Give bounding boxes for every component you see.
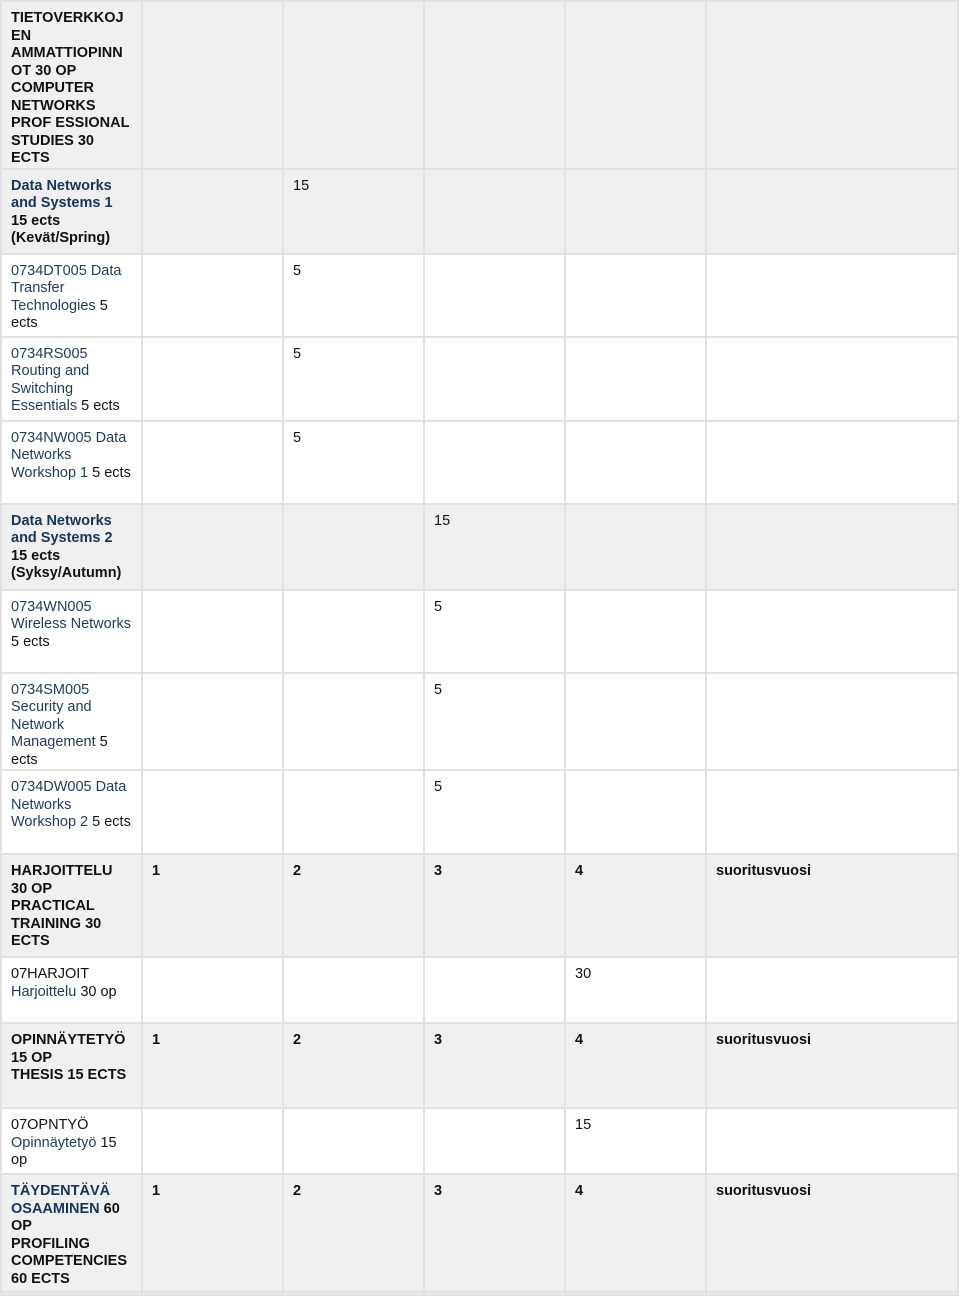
course-title: 0734NW005 Data Networks Workshop 1 5 ects: [1, 421, 142, 504]
group-link[interactable]: Data Networks and Systems 1: [11, 177, 113, 211]
course-link[interactable]: 0734DW005 Data Networks Workshop 2: [11, 779, 127, 830]
course-value: 5: [424, 770, 565, 854]
course-link[interactable]: Harjoittelu: [11, 983, 77, 1000]
year-value: 15: [424, 504, 565, 590]
course-row: [1, 254, 958, 337]
course-value: 5: [283, 254, 424, 337]
course-row: [1, 421, 958, 504]
course-row: [1, 337, 958, 421]
course-link[interactable]: 0734DT005 Data Transfer Technologies: [11, 262, 122, 314]
year-header-4: 4: [565, 1174, 706, 1295]
year-header-4: 4: [565, 854, 706, 957]
section-header-profiling: [1, 1174, 958, 1295]
year-value: 15: [283, 169, 424, 254]
course-value: 30: [565, 957, 706, 1023]
section-header-professional: [1, 1, 958, 169]
group-title: Data Networks and Systems 2 15 ects (Syksy/Autumn): [1, 504, 142, 590]
section-link-profiling[interactable]: TÄYDENTÄVÄ OSAAMINEN: [11, 1183, 111, 1217]
course-value: 5: [283, 337, 424, 421]
year-header-completion: suoritusvuosi: [706, 854, 958, 957]
year-header-1: 1: [142, 1174, 283, 1295]
year-header-completion: suoritusvuosi: [706, 1023, 958, 1108]
course-title: 07HARJOIT Harjoittelu 30 op: [1, 957, 142, 1023]
course-link[interactable]: 0734WN005 Wireless Networks: [11, 598, 132, 632]
course-row: [1, 673, 958, 771]
year-header-4: 4: [565, 1023, 706, 1108]
course-value: 5: [424, 590, 565, 673]
course-link[interactable]: Opinnäytetyö: [11, 1134, 97, 1151]
group-title: Data Networks and Systems 1 15 ects (Kevät/Spring): [1, 169, 142, 254]
year-header-completion: suoritusvuosi: [706, 1174, 958, 1295]
course-title: 0734SM005 Security and Network Management 5 ects: [1, 673, 142, 771]
course-link[interactable]: 0734SM005 Security and Network Management: [11, 681, 96, 750]
section-title-professional: TIETOVERKKOJEN AMMATTIOPINNOT 30 OP COMPUTER NETWORKS PROF ESSIONAL STUDIES 30 ECTS: [1, 1, 142, 169]
year-header-1: 1: [142, 854, 283, 957]
course-row: [1, 957, 958, 1023]
course-title: 0734RS005 Routing and Switching Essentials 5 ects: [1, 337, 142, 421]
group-row-data-networks-2: [1, 504, 958, 590]
year-header-3: 3: [424, 1174, 565, 1295]
course-code: 07HARJOIT: [11, 966, 89, 982]
year-header-1: 1: [142, 1023, 283, 1108]
section-header-practical: [1, 854, 958, 957]
course-title: 0734WN005 Wireless Networks 5 ects: [1, 590, 142, 673]
year-header-3: 3: [424, 1023, 565, 1108]
year-header-2: 2: [283, 1174, 424, 1295]
section-title-thesis: OPINNÄYTETYÖ 15 OP THESIS 15 ECTS: [1, 1023, 142, 1108]
course-title: 0734DW005 Data Networks Workshop 2 5 ects: [1, 770, 142, 854]
course-value: 5: [283, 421, 424, 504]
year-header-2: 2: [283, 854, 424, 957]
year-header-3: 3: [424, 854, 565, 957]
group-link[interactable]: Data Networks and Systems 2: [11, 512, 113, 546]
course-link[interactable]: 0734NW005 Data Networks Workshop 1: [11, 429, 127, 481]
course-row: [1, 770, 958, 854]
group-row-data-networks-1: [1, 169, 958, 254]
section-title-profiling: TÄYDENTÄVÄ OSAAMINEN 60 OP PROFILING COMPETENCIES 60 ECTS: [1, 1174, 142, 1295]
course-value: 5: [424, 673, 565, 771]
course-link[interactable]: 0734RS005 Routing and Switching Essentials: [11, 345, 90, 414]
course-title: 0734DT005 Data Transfer Technologies 5 ects: [1, 254, 142, 337]
section-title-practical: HARJOITTELU 30 OP PRACTICAL TRAINING 30 ECTS: [1, 854, 142, 957]
course-title: 07OPNTYÖ Opinnäytetyö 15 op: [1, 1108, 142, 1174]
section-header-thesis: [1, 1023, 958, 1108]
year-header-2: 2: [283, 1023, 424, 1108]
course-code: 07OPNTYÖ: [11, 1117, 89, 1133]
course-row: [1, 1108, 958, 1174]
course-row: [1, 590, 958, 673]
bottom-divider: [0, 1291, 959, 1293]
course-value: 15: [565, 1108, 706, 1174]
